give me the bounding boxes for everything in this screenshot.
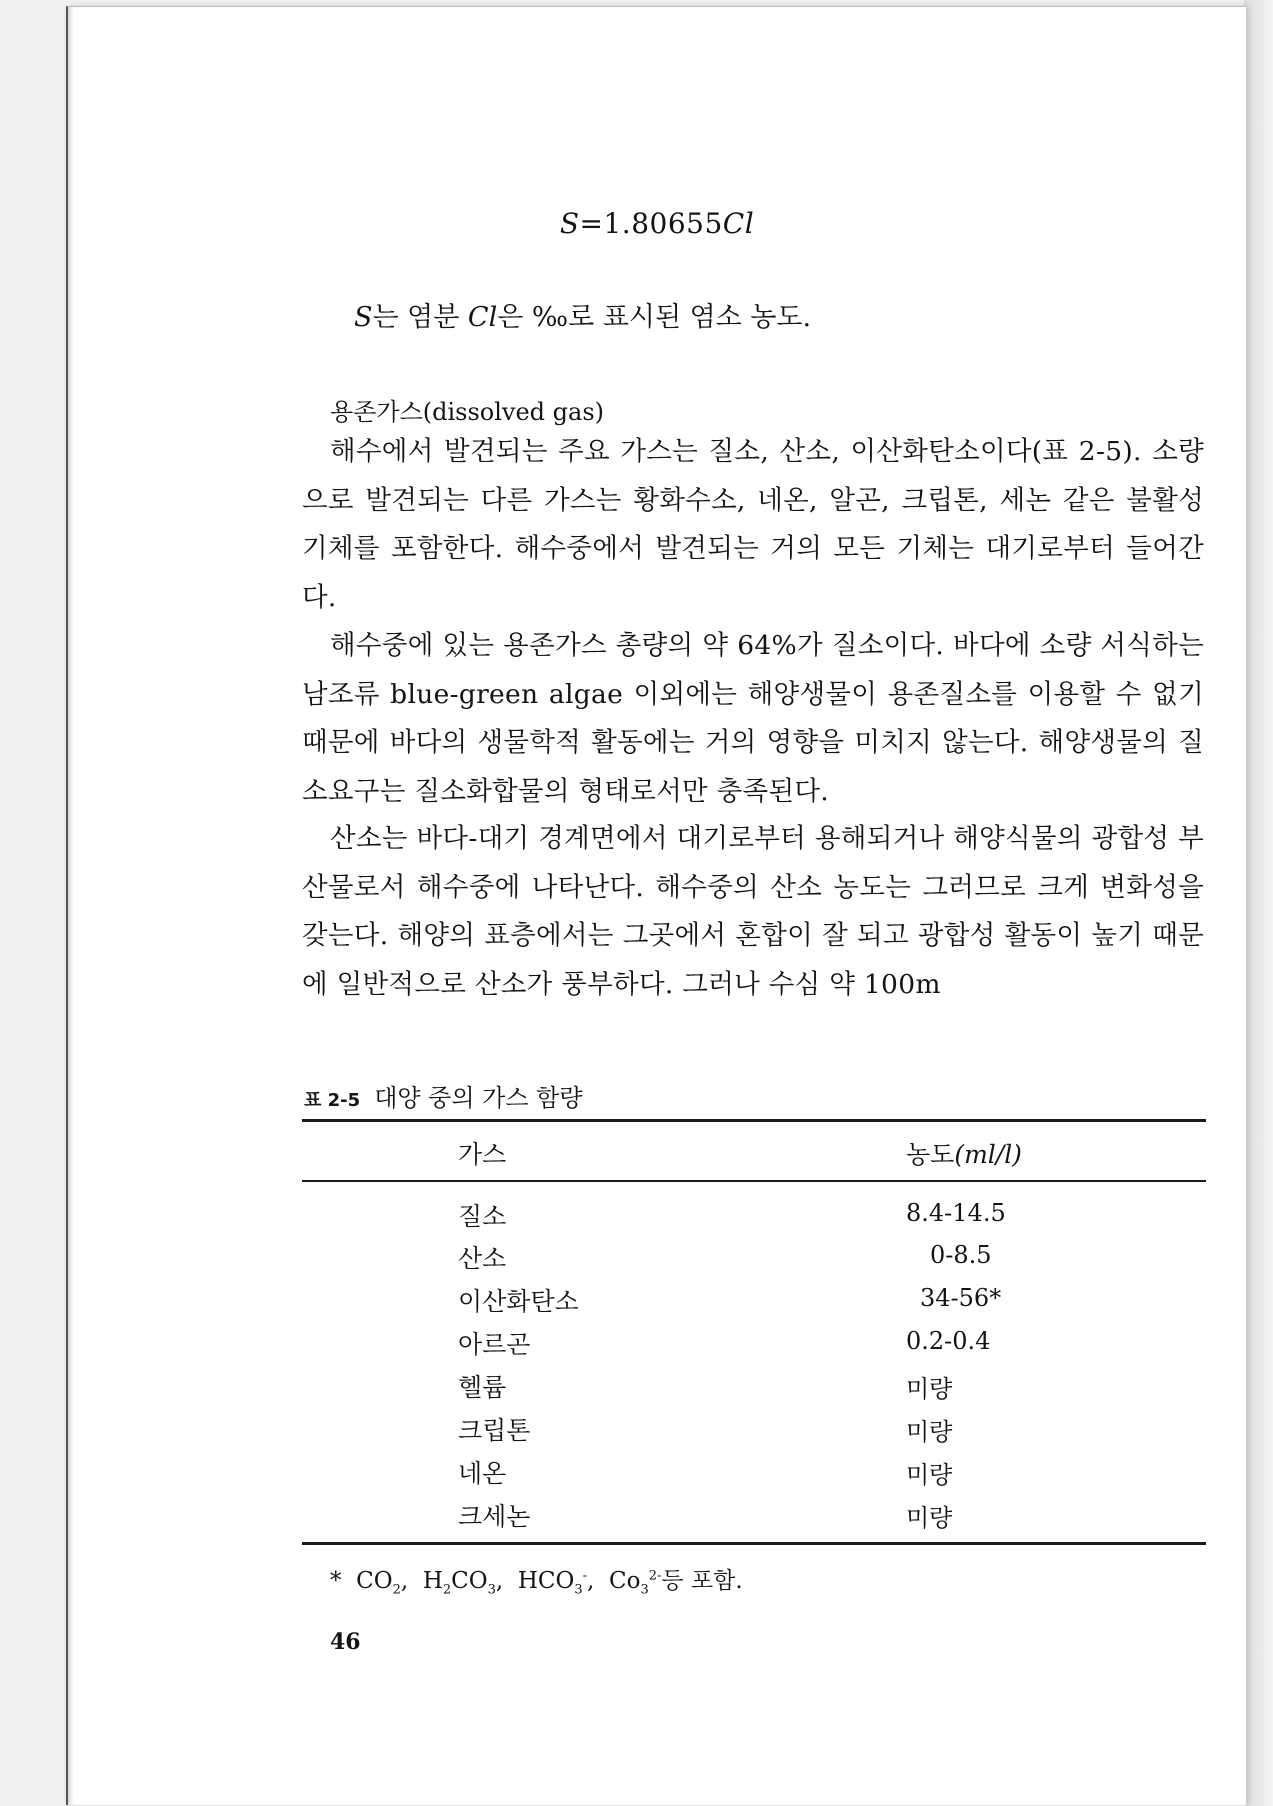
table-row-value: 34-56*	[920, 1284, 1002, 1312]
footnote-co3: CO	[451, 1568, 488, 1594]
footnote-co3b-sub: 3	[640, 1582, 649, 1598]
table-row-gas: 이산화탄소	[458, 1287, 579, 1316]
paragraph-1	[302, 428, 1204, 622]
paragraph-2	[302, 622, 1204, 816]
paragraph-3-text: 산소는 바다-대기 경계면에서 대기로부터 용해되거나 해양식물의 광합성 부산물로서 해수중에 나타난다. 해수중의 산소 농도는 그러므로 크게 변화성을 갖는다. 해양의 표층에서는 그곳에서 혼합이 잘 되고 광합성 활동이 높기 때문에 일반적으로 산소가 풍부하다. 그러나 수심 약 100m	[302, 823, 1204, 1000]
table-footnote: * $CO_2$, $H_2CO_3$, $HCO_3^-$, $Co_3^{2-}$등 포함.	[330, 1568, 743, 1598]
footnote-star: *	[330, 1568, 342, 1594]
paragraph-3	[302, 815, 1204, 1009]
table-row-value: 8.4-14.5	[906, 1199, 1006, 1227]
footnote-co2: CO	[356, 1568, 393, 1594]
table-row-gas: 산소	[458, 1244, 507, 1273]
table-number: 표 2-5	[304, 1090, 361, 1111]
table-row-gas: 크세논	[458, 1502, 531, 1531]
table-row-value: 미량	[906, 1418, 953, 1446]
table-row-value: 미량	[906, 1504, 953, 1532]
section-heading: 용존가스(dissolved gas)	[330, 398, 605, 426]
table-bottom-rule	[302, 1542, 1206, 1545]
header-unit: (ml/l)	[954, 1140, 1022, 1169]
footnote-tail: 등 포함.	[661, 1568, 743, 1594]
footnote-co2-sub: 2	[392, 1582, 401, 1598]
column-header-concentration	[906, 1135, 1022, 1171]
footnote-h2-sub: 2	[442, 1582, 452, 1598]
table-title: 대양 중의 가스 함량	[374, 1084, 583, 1112]
footnote-h2: H	[422, 1568, 443, 1594]
note-text-2: 은 ‰로 표시된 염소 농도.	[497, 302, 812, 333]
paragraph-2-text: 해수중에 있는 용존가스 총량의 약 64%가 질소이다. 바다에 소량 서식하는 남조류 blue-green algae 이외에는 해양생물이 용존질소를 이용할 수 없기 때문에 바다의 생물학적 활동에는 거의 영향을 미치지 않는다. 해양생물의 질소요구는 질소화합물의 형태로서만 충족된다.	[302, 630, 1204, 807]
formula-coefficient: 1.80655	[603, 207, 723, 240]
page-binding-shadow	[68, 7, 74, 1805]
paragraph-1-text: 해수에서 발견되는 주요 가스는 질소, 산소, 이산화탄소이다(표 2-5). 소량으로 발견되는 다른 가스는 황화수소, 네온, 알곤, 크립톤, 세논 같은 불활성 기체를 포함한다. 해수중에서 발견되는 거의 모든 기체는 대기로부터 들어간다.	[302, 436, 1204, 613]
table-row-value: 0.2-0.4	[906, 1327, 991, 1355]
table-row-gas: 아르곤	[458, 1330, 531, 1359]
formula-explanation	[354, 295, 811, 334]
header-conc-label: 농도	[906, 1140, 955, 1169]
salinity-formula	[68, 207, 1246, 240]
footnote-co3-sub: 3	[487, 1582, 496, 1598]
table-row-value: 미량	[906, 1375, 953, 1403]
table-row-gas: 질소	[458, 1202, 507, 1231]
note-var-s: S	[354, 302, 373, 333]
book-page	[66, 6, 1246, 1805]
footnote-hco3: HCO	[517, 1568, 575, 1594]
formula-rhs-var: Cl	[722, 207, 755, 240]
scan-edge-right	[1244, 0, 1273, 1806]
footnote-hco3-sup: -	[582, 1568, 588, 1584]
formula-lhs: S	[559, 207, 580, 240]
table-row-gas: 네온	[458, 1459, 507, 1488]
table-row-value: 미량	[906, 1461, 953, 1489]
table-row-value: 0-8.5	[930, 1241, 992, 1269]
note-text-1: 는 염분	[372, 302, 468, 333]
footnote-co3b-sup: 2-	[648, 1568, 662, 1584]
table-row-gas: 크립톤	[458, 1416, 531, 1445]
footnote-co3b: Co	[608, 1568, 641, 1594]
column-header-gas: 가스	[458, 1140, 507, 1169]
table-row-gas: 헬륨	[458, 1373, 507, 1402]
note-var-cl: Cl	[467, 302, 498, 333]
table-top-rule	[302, 1119, 1206, 1122]
table-header-rule	[302, 1180, 1206, 1182]
page-number: 46	[330, 1629, 361, 1655]
footnote-hco3-sub: 3	[574, 1582, 583, 1598]
formula-equals: =	[579, 207, 604, 240]
table-caption	[304, 1078, 583, 1113]
